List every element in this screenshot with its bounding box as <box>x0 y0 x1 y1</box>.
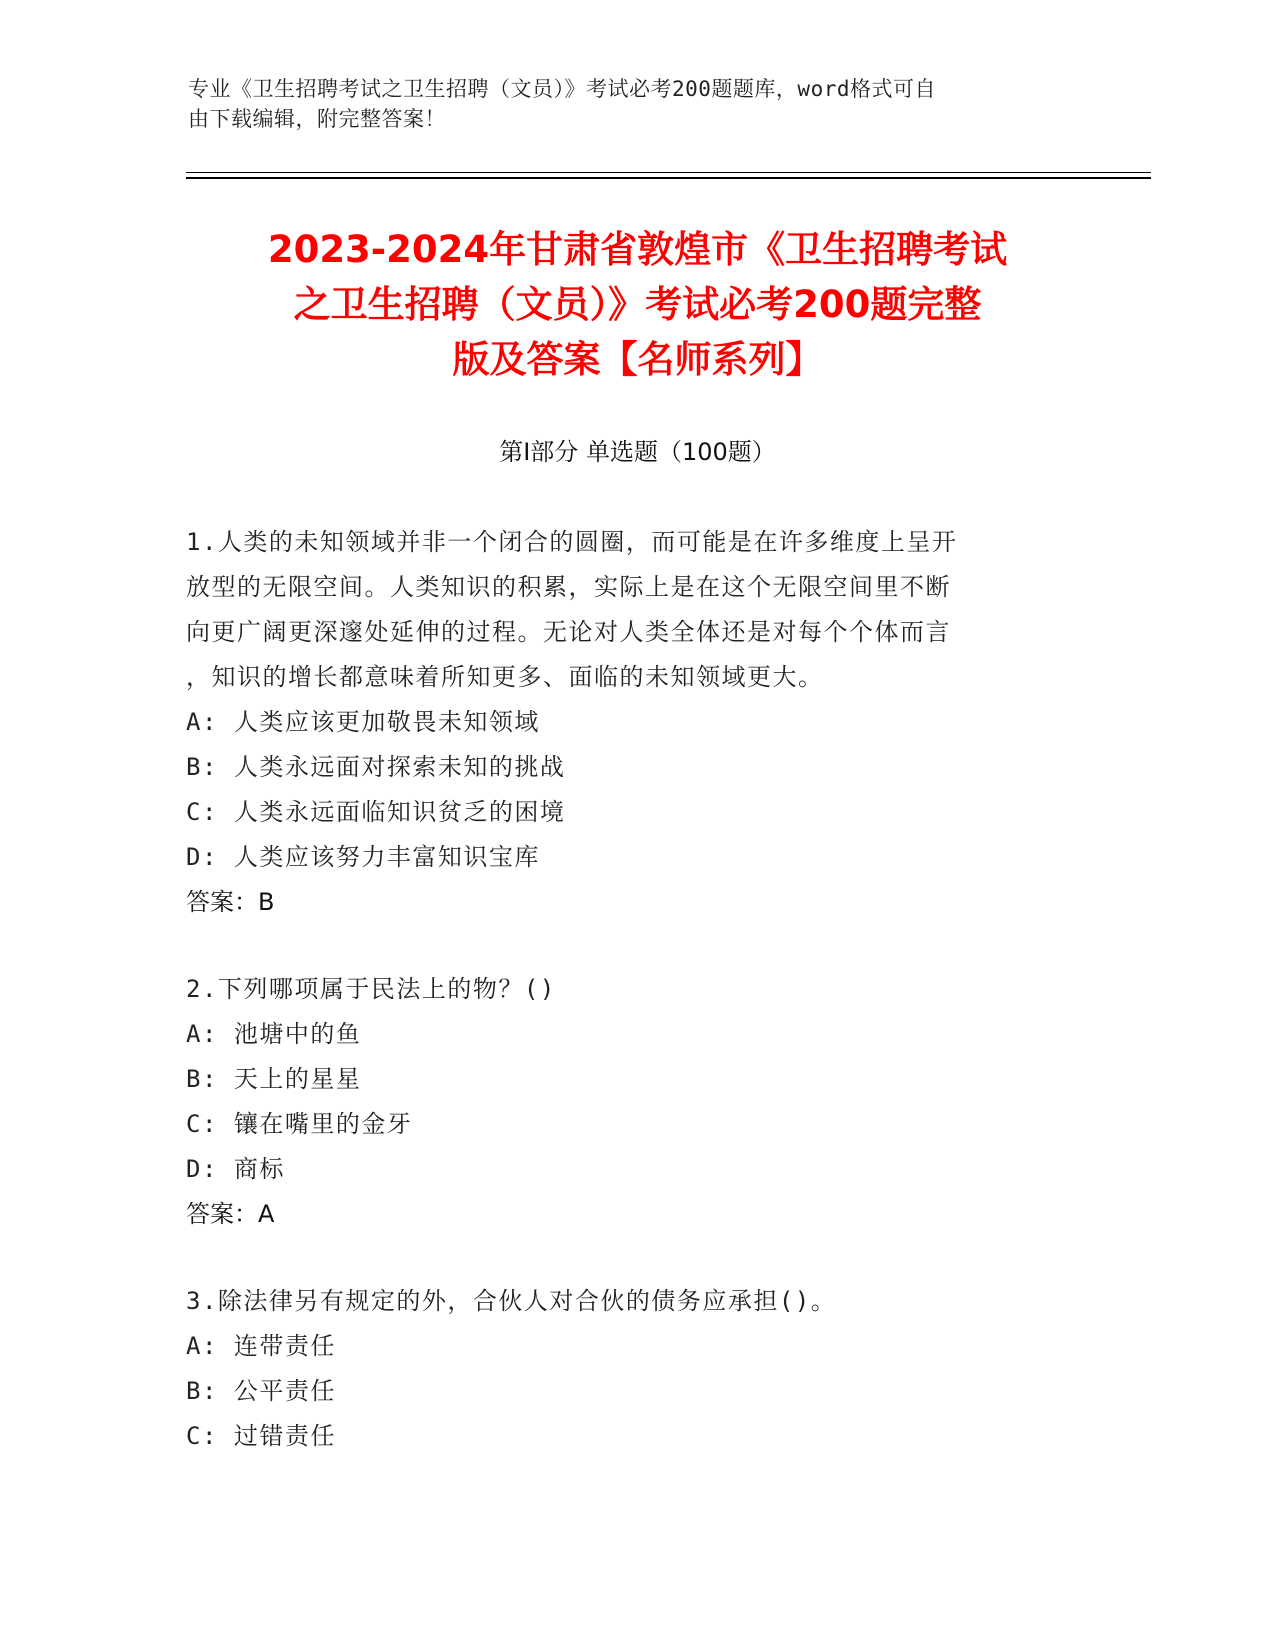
option-c: C: 人类永远面临知识贫乏的困境 <box>186 798 566 826</box>
question-3 <box>186 1279 1066 1459</box>
question-stem <box>186 967 1066 1012</box>
option-c: C: 镶在嘴里的金牙 <box>186 1110 413 1138</box>
question-stem-line: 放型的无限空间。人类知识的积累，实际上是在这个无限空间里不断 <box>186 573 951 601</box>
question-2 <box>186 967 1066 1237</box>
option-b: B: 人类永远面对探索未知的挑战 <box>186 753 566 781</box>
question-stem-line: 2.下列哪项属于民法上的物？() <box>186 975 556 1003</box>
header-note <box>188 74 1068 134</box>
question-spacer <box>186 1237 1066 1279</box>
answer: 答案：B <box>186 888 275 916</box>
option-d: D: 商标 <box>186 1155 285 1183</box>
question-spacer <box>186 925 1066 967</box>
option-a: A: 池塘中的鱼 <box>186 1020 362 1048</box>
option-b: B: 天上的星星 <box>186 1065 362 1093</box>
option-a: A: 连带责任 <box>186 1332 336 1360</box>
answer: 答案：A <box>186 1200 275 1228</box>
question-stem-line: ，知识的增长都意味着所知更多、面临的未知领域更大。 <box>186 663 824 691</box>
title-line-1: 2023-2024年甘肃省敦煌市《卫生招聘考试 <box>267 228 1008 271</box>
header-note-line-2: 由下载编辑，附完整答案！ <box>188 107 446 131</box>
option-a: A: 人类应该更加敬畏未知领域 <box>186 708 540 736</box>
option-c: C: 过错责任 <box>186 1422 336 1450</box>
question-stem-line: 1.人类的未知领域并非一个闭合的圆圈，而可能是在许多维度上呈开 <box>186 528 958 556</box>
section-title: 第I部分 单选题（100题） <box>499 438 776 466</box>
document-title <box>150 222 1125 387</box>
title-line-2: 之卫生招聘（文员）》考试必考200题完整 <box>293 283 982 326</box>
question-stem-line: 3.除法律另有规定的外，合伙人对合伙的债务应承担()。 <box>186 1287 837 1315</box>
header-rule-thick <box>186 177 1151 179</box>
question-stem-line: 向更广阔更深邃处延伸的过程。无论对人类全体还是对每个个体而言 <box>186 618 951 646</box>
title-line-3: 版及答案【名师系列】 <box>452 338 823 381</box>
option-b: B: 公平责任 <box>186 1377 336 1405</box>
question-stem <box>186 520 1066 700</box>
header-rule-thin <box>186 172 1151 173</box>
question-stem <box>186 1279 1066 1324</box>
question-1 <box>186 520 1066 925</box>
option-d: D: 人类应该努力丰富知识宝库 <box>186 843 540 871</box>
question-list <box>186 520 1066 1459</box>
header-note-line-1: 专业《卫生招聘考试之卫生招聘（文员）》考试必考200题题库，word格式可自 <box>188 77 936 101</box>
